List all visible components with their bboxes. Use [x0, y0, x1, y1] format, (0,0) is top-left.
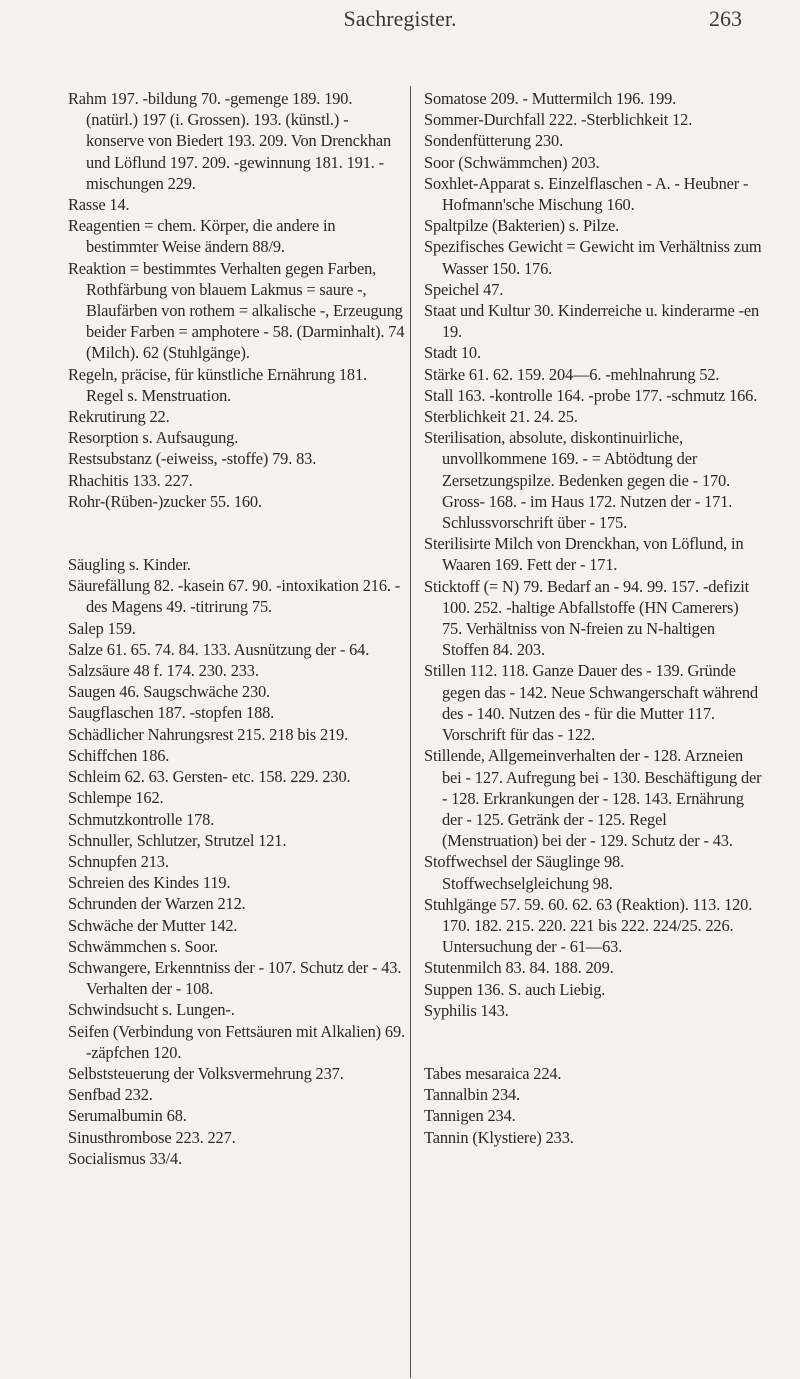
index-entry: Saugflaschen 187. -stopfen 188. — [68, 703, 275, 723]
index-entry: Sommer-Durchfall 222. -Sterblichkeit 12. — [424, 110, 693, 130]
index-entry: Sterilisation, absolute, diskontinuirliche, unvollkommene 169. - = Abtödtung der Zersetzungspilze. Bedenken gegen die - 170. Gross- 168. - im Haus 172. Nutzen der - 171. Schlussvorschrift über - 175. — [424, 428, 733, 533]
page-header — [0, 4, 800, 34]
index-entry: Schiffchen 186. — [68, 745, 170, 765]
index-column-right — [424, 88, 762, 1148]
index-entry: Rekrutirung 22. — [68, 407, 170, 427]
index-entry: Säugling s. Kinder. — [68, 555, 191, 575]
index-entry: Schreien des Kindes 119. — [68, 873, 231, 893]
index-entry: Saugen 46. Saugschwäche 230. — [68, 682, 271, 702]
index-entry: Schrunden der Warzen 212. — [68, 894, 246, 914]
index-entry: Soor (Schwämmchen) 203. — [424, 152, 600, 172]
index-entry: Rhachitis 133. 227. — [68, 470, 193, 490]
index-entry: Sterilisirte Milch von Drenckhan, von Löflund, in Waaren 169. Fett der - 171. — [424, 534, 744, 575]
index-entry: Tannalbin 234. — [424, 1085, 520, 1105]
index-entry: Rahm 197. -bildung 70. -gemenge 189. 190. (natürl.) 197 (i. Grossen). 193. (künstl.) -konserve von Biedert 193. 209. Von Drenckhan und Löflund 197. 209. -gewinnung 181. 191. -mischungen 229. — [68, 89, 392, 193]
page-number: 263 — [709, 6, 742, 31]
index-entry: Tannin (Klystiere) 233. — [424, 1127, 574, 1147]
index-entry: Selbststeuerung der Volksvermehrung 237. — [68, 1063, 344, 1083]
index-entry: Stadt 10. — [424, 343, 481, 363]
index-entry: Schnupfen 213. — [68, 851, 169, 871]
index-entry: Stärke 61. 62. 159. 204—6. -mehlnahrung 52. — [424, 364, 720, 384]
index-entry: Syphilis 143. — [424, 1000, 509, 1020]
index-entry: Schwämmchen s. Soor. — [68, 936, 218, 956]
index-entry: Regeln, präcise, für künstliche Ernährung 181. Regel s. Menstruation. — [68, 364, 367, 405]
index-entry: Stoffwechsel der Säuglinge 98. Stoffwechselgleichung 98. — [424, 852, 625, 893]
index-entry: Suppen 136. S. auch Liebig. — [424, 979, 606, 999]
index-entry: Schmutzkontrolle 178. — [68, 809, 215, 829]
index-entry: Speichel 47. — [424, 279, 504, 299]
index-entry: Stillen 112. 118. Ganze Dauer des - 139. Gründe gegen das - 142. Neue Schwangerschaft während des - 140. Nutzen des - für die Mutter 117. Vorschrift für das - 122. — [424, 661, 758, 745]
index-entry: Salze 61. 65. 74. 84. 133. Ausnützung der - 64. — [68, 639, 370, 659]
index-entry: Schnuller, Schlutzer, Strutzel 121. — [68, 830, 287, 850]
index-entry: Schleim 62. 63. Gersten- etc. 158. 229. 230. — [68, 767, 351, 787]
index-entry: Reagentien = chem. Körper, die andere in bestimmter Weise ändern 88/9. — [68, 216, 336, 257]
section-gap — [68, 512, 406, 554]
index-entry: Resorption s. Aufsaugung. — [68, 428, 239, 448]
index-entry: Spezifisches Gewicht = Gewicht im Verhältniss zum Wasser 150. 176. — [424, 237, 762, 278]
index-entry: Reaktion = bestimmtes Verhalten gegen Farben, Rothfärbung von blauem Lakmus = saure -, Blaufärben von rothem = alkalische -, Erzeugung beider Farben = amphotere - 58. (Darminhalt). 74 (Milch). 62 (Stuhlgänge). — [68, 258, 405, 363]
index-entry: Schädlicher Nahrungsrest 215. 218 bis 219. — [68, 724, 349, 744]
index-entry: Somatose 209. - Muttermilch 196. 199. — [424, 89, 677, 108]
index-entry: Schwindsucht s. Lungen-. — [68, 1000, 235, 1020]
index-entry: Stall 163. -kontrolle 164. -probe 177. -schmutz 166. — [424, 385, 758, 405]
index-entry: Sterblichkeit 21. 24. 25. — [424, 407, 578, 427]
index-entry: Salep 159. — [68, 618, 136, 638]
index-entry: Spaltpilze (Bakterien) s. Pilze. — [424, 216, 620, 236]
index-entry: Sinusthrombose 223. 227. — [68, 1127, 236, 1147]
index-entry: Restsubstanz (-eiweiss, -stoffe) 79. 83. — [68, 449, 317, 469]
index-entry: Staat und Kultur 30. Kinderreiche u. kinderarme -en 19. — [424, 301, 760, 342]
index-entry: Schwangere, Erkenntniss der - 107. Schutz der - 43. Verhalten der - 108. — [68, 957, 402, 999]
index-entry: Soxhlet-Apparat s. Einzelflaschen - A. - Heubner - Hofmann'sche Mischung 160. — [424, 173, 749, 215]
index-entry: Schwäche der Mutter 142. — [68, 915, 238, 935]
index-entry: Socialismus 33/4. — [68, 1148, 183, 1168]
index-entry: Sondenfütterung 230. — [424, 131, 564, 151]
index-entry: Schlempe 162. — [68, 788, 164, 808]
page-title: Sachregister. — [343, 6, 457, 31]
index-entry: Stutenmilch 83. 84. 188. 209. — [424, 958, 614, 978]
index-entry: Tabes mesaraica 224. — [424, 1063, 562, 1083]
index-entry: Rasse 14. — [68, 195, 130, 215]
index-entry: Rohr-(Rüben-)zucker 55. 160. — [68, 491, 262, 511]
index-entry: Salzsäure 48 f. 174. 230. 233. — [68, 661, 259, 681]
index-column-left — [68, 88, 406, 1169]
column-divider — [410, 86, 411, 1378]
index-entry: Seifen (Verbindung von Fettsäuren mit Alkalien) 69. -zäpfchen 120. — [68, 1021, 405, 1062]
section-gap — [424, 1021, 762, 1063]
index-entry: Stuhlgänge 57. 59. 60. 62. 63 (Reaktion). 113. 120. 170. 182. 215. 220. 221 bis 222. 224/25. 226. Untersuchung der - 61—63. — [424, 894, 753, 957]
index-entry: Serumalbumin 68. — [68, 1106, 187, 1126]
index-entry: Stillende, Allgemeinverhalten der - 128. Arzneien bei - 127. Aufregung bei - 130. Beschäftigung der - 128. Erkrankungen der - 128. 143. Ernährung der - 125. Getränk der - 125. Regel (Menstruation) bei der - 129. Schutz der - 43. — [424, 746, 762, 851]
index-entry: Senfbad 232. — [68, 1085, 153, 1105]
index-entry: Tannigen 234. — [424, 1106, 516, 1126]
index-entry: Sticktoff (= N) 79. Bedarf an - 94. 99. 157. -defizit 100. 252. -haltige Abfallstoffe (HN Camerers) 75. Verhältniss von N-freien zu N-haltigen Stoffen 84. 203. — [424, 576, 750, 660]
index-entry: Säurefällung 82. -kasein 67. 90. -intoxikation 216. - des Magens 49. -titrirung 75. — [68, 576, 401, 617]
